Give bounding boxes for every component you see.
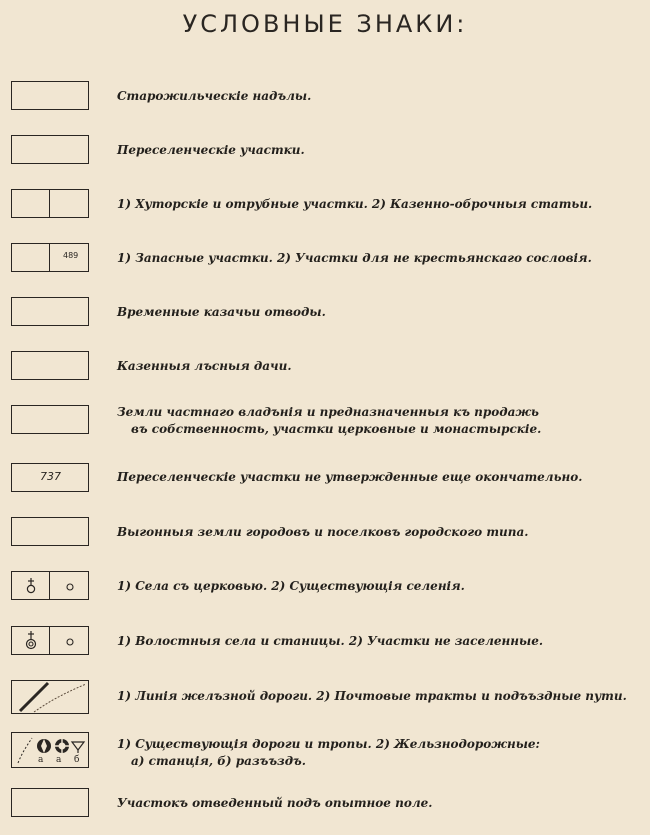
legend-swatch-split bbox=[11, 626, 89, 655]
legend-title: УСЛОВНЫЕ ЗНАКИ: bbox=[182, 10, 468, 38]
legend-label: Выгонныя земли городовъ и поселковъ городского типа. bbox=[117, 525, 529, 539]
unsettled-plot-icon bbox=[65, 637, 75, 647]
settlement-icon bbox=[65, 582, 75, 592]
station-icon bbox=[35, 737, 53, 755]
legend-label: Переселенческіе участки. bbox=[117, 143, 305, 157]
swatch-divider bbox=[49, 627, 50, 654]
legend-swatch bbox=[11, 517, 89, 546]
swatch-divider bbox=[49, 190, 50, 217]
swatch-number: 489 bbox=[63, 251, 79, 260]
legend-swatch bbox=[11, 135, 89, 164]
legend-swatch bbox=[11, 297, 89, 326]
swatch-number: 737 bbox=[40, 470, 61, 483]
legend-swatch bbox=[11, 463, 89, 492]
legend-label: Старожильческіе надълы. bbox=[117, 89, 312, 103]
legend-swatch bbox=[11, 680, 89, 714]
legend-label: Казенныя лъсныя дачи. bbox=[117, 359, 292, 373]
legend-label: Переселенческіе участки не утвержденные еще окончательно. bbox=[117, 470, 583, 484]
legend-swatch bbox=[11, 351, 89, 380]
swatch-divider bbox=[49, 572, 50, 599]
swatch-sub-label-a: а bbox=[38, 755, 44, 765]
legend-label-line2: въ собственность, участки церковные и монастырскіе. bbox=[131, 422, 542, 436]
legend-label: 1) Села съ церковью. 2) Существующія селенія. bbox=[117, 579, 465, 593]
legend-label: 1) Волостныя села и станицы. 2) Участки не заселенные. bbox=[117, 634, 544, 648]
volost-village-icon bbox=[23, 629, 39, 651]
station-icon bbox=[53, 737, 71, 755]
legend-swatch bbox=[11, 732, 89, 768]
siding-icon bbox=[70, 738, 86, 754]
legend-swatch bbox=[11, 788, 89, 817]
legend-swatch-split bbox=[11, 571, 89, 600]
legend-label: Участокъ отведенный подъ опытное поле. bbox=[117, 796, 433, 810]
legend-swatch bbox=[11, 81, 89, 110]
legend-label: 1) Хуторскіе и отрубные участки. 2) Казенно-оброчныя статьи. bbox=[117, 197, 593, 211]
swatch-sub-label-a: а bbox=[56, 755, 62, 765]
legend-swatch-split bbox=[11, 243, 89, 272]
legend-label: 1) Запасные участки. 2) Участки для не крестьянскаго сословія. bbox=[117, 251, 592, 265]
legend-swatch-split bbox=[11, 189, 89, 218]
village-church-icon bbox=[23, 575, 39, 595]
legend-label: Временные казачьи отводы. bbox=[117, 305, 326, 319]
road-path-icon bbox=[14, 735, 34, 765]
legend-label: 1) Линія желъзной дороги. 2) Почтовые тракты и подъъздные пути. bbox=[117, 689, 627, 703]
legend-label-line2: а) станція, б) разъъздъ. bbox=[131, 754, 306, 768]
swatch-divider bbox=[49, 244, 50, 271]
legend-label-line1: 1) Существующія дороги и тропы. 2) Жельзнодорожные: bbox=[117, 737, 540, 751]
legend-label-line1: Земли частнаго владънія и предназначенныя къ продажь bbox=[117, 405, 539, 419]
legend-swatch bbox=[11, 405, 89, 434]
swatch-sub-label-b: б bbox=[74, 755, 80, 765]
railway-line-icon bbox=[12, 681, 88, 713]
